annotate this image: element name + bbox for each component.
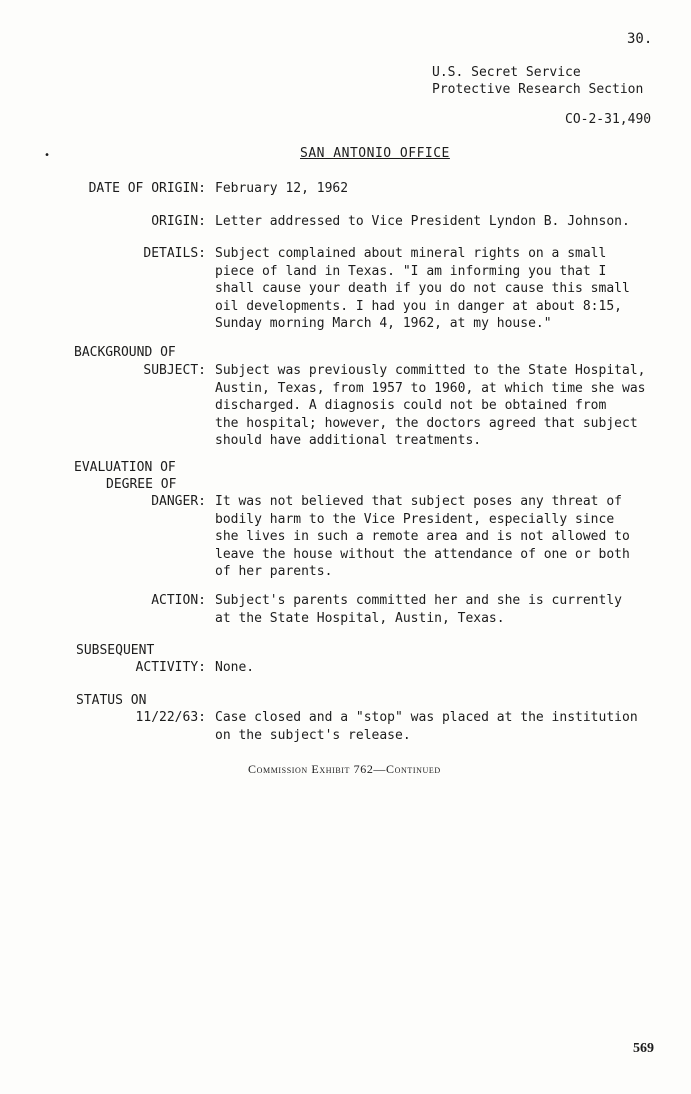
details-label: DETAILS: <box>143 246 206 261</box>
text-line: the hospital; however, the doctors agreed that subject <box>215 415 638 431</box>
text-line: shall cause your death if you do not cause this small <box>215 281 630 296</box>
file-number: CO-2-31,490 <box>565 112 652 127</box>
text-line: should have additional treatments. <box>215 433 482 448</box>
text-line: at the State Hospital, Austin, Texas. <box>215 610 505 626</box>
subsequent-label-1: SUBSEQUENT <box>76 643 155 658</box>
background-label-1: BACKGROUND OF <box>74 345 176 360</box>
text-line: piece of land in Texas. "I am informing you that I <box>215 263 607 279</box>
agency-header <box>432 64 643 98</box>
subsequent-label-2: ACTIVITY: <box>135 660 206 675</box>
text-line: Sunday morning March 4, 1962, at my house." <box>215 316 552 331</box>
text-line: Subject was previously committed to the State Hospital, <box>215 363 646 378</box>
background-text <box>215 362 670 450</box>
date-of-origin-label: DATE OF ORIGIN: <box>88 181 206 196</box>
text-line: It was not believed that subject poses any threat of <box>215 494 622 509</box>
text-line: Case closed and a "stop" was placed at the institution <box>215 710 638 725</box>
date-of-origin-value: February 12, 1962 <box>215 181 349 196</box>
status-text <box>215 709 670 744</box>
evaluation-label-2: DEGREE OF <box>106 477 177 492</box>
origin-value: Letter addressed to Vice President Lyndon B. Johnson. <box>215 214 630 229</box>
margin-mark: • <box>44 150 51 161</box>
text-line: bodily harm to the Vice President, especially since <box>215 511 615 527</box>
exhibit-caption: Commission Exhibit 762—Continued <box>248 762 441 776</box>
background-label-2: SUBJECT: <box>143 363 206 378</box>
text-line: of her parents. <box>215 564 333 579</box>
text-line: Subject's parents committed her and she is currently <box>215 593 622 608</box>
text-line: on the subject's release. <box>215 727 411 743</box>
text-line: oil developments. I had you in danger at about 8:15, <box>215 298 622 314</box>
evaluation-label-3: DANGER: <box>151 494 206 509</box>
status-label-1: STATUS ON <box>76 693 147 708</box>
text-line: discharged. A diagnosis could not be obtained from <box>215 398 607 413</box>
status-label-2: 11/22/63: <box>135 710 206 725</box>
text-line: Austin, Texas, from 1957 to 1960, at which time she was <box>215 380 646 396</box>
office-title: SAN ANTONIO OFFICE <box>300 146 450 161</box>
text-line: she lives in such a remote area and is not allowed to <box>215 529 630 544</box>
evaluation-text <box>215 493 670 581</box>
action-label: ACTION: <box>151 593 206 608</box>
action-text <box>215 592 670 627</box>
page-number: 30. <box>627 31 653 47</box>
agency-line-1: U.S. Secret Service <box>432 65 581 80</box>
subsequent-value: None. <box>215 660 255 675</box>
footer-page-number: 569 <box>633 1041 654 1056</box>
details-text <box>215 245 670 333</box>
origin-label: ORIGIN: <box>151 214 206 229</box>
text-line: leave the house without the attendance of one or both <box>215 546 630 562</box>
text-line: Subject complained about mineral rights on a small <box>215 246 607 261</box>
evaluation-label-1: EVALUATION OF <box>74 460 176 475</box>
agency-line-2: Protective Research Section <box>432 82 644 97</box>
